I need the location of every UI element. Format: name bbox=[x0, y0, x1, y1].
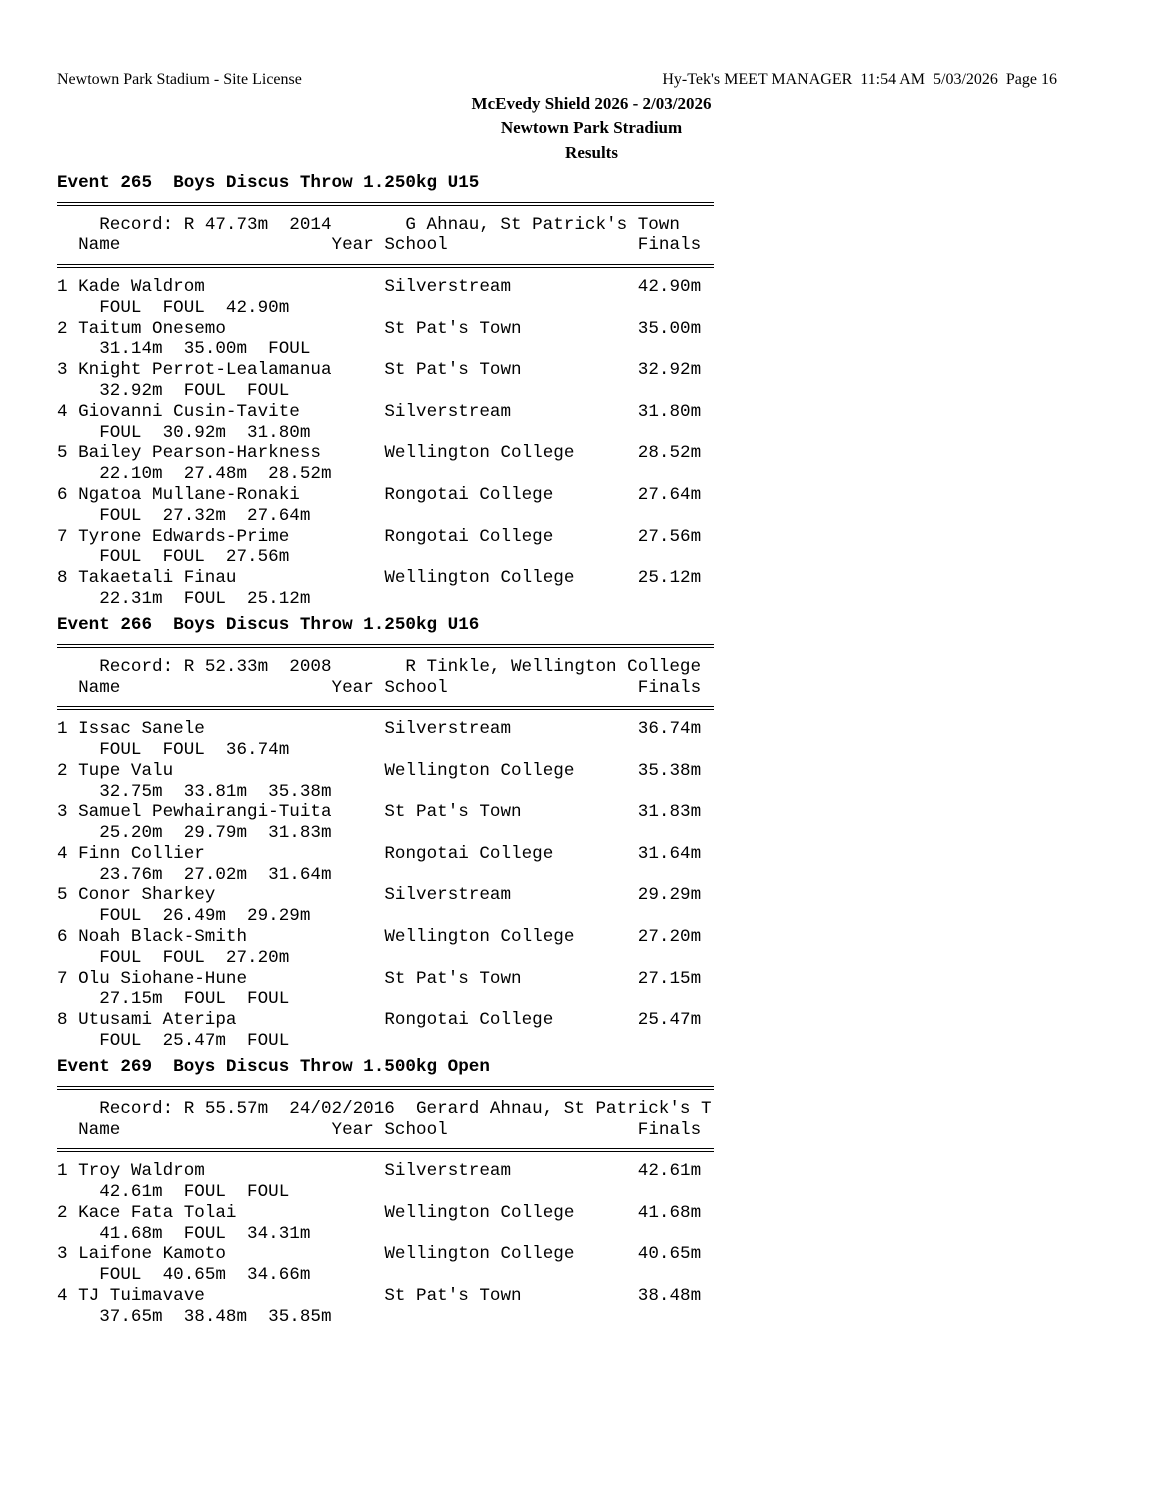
school: Rongotai College bbox=[384, 1010, 554, 1031]
attempts: FOUL FOUL 27.56m bbox=[99, 547, 290, 568]
result-row bbox=[57, 443, 714, 464]
attempts-row bbox=[57, 740, 714, 761]
result-row bbox=[57, 360, 714, 381]
attempts-row bbox=[57, 1182, 714, 1203]
school: Wellington College bbox=[384, 1244, 575, 1265]
attempts-row bbox=[57, 298, 714, 319]
result-row bbox=[57, 719, 714, 740]
place: 7 bbox=[57, 968, 68, 989]
final-mark: 29.29m bbox=[637, 885, 702, 906]
double-rule bbox=[57, 194, 714, 215]
column-name-label: Name bbox=[78, 1119, 121, 1140]
venue-title: Newtown Park Stradium bbox=[500, 118, 683, 137]
result-row bbox=[57, 761, 714, 782]
attempts: FOUL FOUL 27.20m bbox=[99, 947, 290, 968]
athlete-name: Tyrone Edwards-Prime bbox=[78, 526, 290, 547]
final-mark: 42.61m bbox=[637, 1161, 702, 1182]
attempts-row bbox=[57, 782, 714, 803]
result-row bbox=[57, 1203, 714, 1224]
place: 3 bbox=[57, 1244, 68, 1265]
attempts-row bbox=[57, 1265, 714, 1286]
place: 4 bbox=[57, 843, 68, 864]
place: 4 bbox=[57, 1286, 68, 1307]
athlete-name: Ngatoa Mullane-Ronaki bbox=[78, 484, 300, 505]
school: Rongotai College bbox=[384, 526, 554, 547]
place: 8 bbox=[57, 1010, 68, 1031]
place: 4 bbox=[57, 401, 68, 422]
result-row bbox=[57, 277, 714, 298]
attempts: FOUL 40.65m 34.66m bbox=[99, 1265, 311, 1286]
athlete-name: Utusami Ateripa bbox=[78, 1010, 237, 1031]
athlete-name: Troy Waldrom bbox=[78, 1161, 205, 1182]
column-header bbox=[57, 235, 714, 256]
place: 2 bbox=[57, 760, 68, 781]
final-mark: 27.15m bbox=[637, 968, 702, 989]
attempts: FOUL 30.92m 31.80m bbox=[99, 422, 311, 443]
athlete-name: Giovanni Cusin-Tavite bbox=[78, 401, 300, 422]
double-rule bbox=[57, 256, 714, 277]
result-row bbox=[57, 1161, 714, 1182]
place: 5 bbox=[57, 885, 68, 906]
record-text: Record: R 55.57m 24/02/2016 Gerard Ahnau, St Patrick's T bbox=[99, 1098, 712, 1119]
attempts: FOUL 26.49m 29.29m bbox=[99, 906, 311, 927]
attempts-row bbox=[57, 1031, 714, 1052]
school: Wellington College bbox=[384, 1202, 575, 1223]
record-line bbox=[57, 215, 714, 236]
attempts: FOUL FOUL 42.90m bbox=[99, 297, 290, 318]
school: St Pat's Town bbox=[384, 360, 522, 381]
school: St Pat's Town bbox=[384, 802, 522, 823]
double-rule bbox=[57, 1140, 714, 1161]
meet-title: McEvedy Shield 2026 - 2/03/2026 bbox=[471, 94, 712, 113]
final-mark: 31.83m bbox=[637, 802, 702, 823]
event-block bbox=[57, 173, 714, 615]
result-row bbox=[57, 927, 714, 948]
athlete-name: Bailey Pearson-Harkness bbox=[78, 443, 321, 464]
final-mark: 31.64m bbox=[637, 843, 702, 864]
event-block bbox=[57, 1057, 714, 1333]
school: St Pat's Town bbox=[384, 968, 522, 989]
attempts-row bbox=[57, 906, 714, 927]
attempts-row bbox=[57, 423, 714, 444]
school: St Pat's Town bbox=[384, 318, 522, 339]
attempts-row bbox=[57, 948, 714, 969]
athlete-name: Takaetali Finau bbox=[78, 568, 237, 589]
attempts: 27.15m FOUL FOUL bbox=[99, 989, 290, 1010]
attempts: 31.14m 35.00m FOUL bbox=[99, 339, 311, 360]
column-header bbox=[57, 678, 714, 699]
attempts: FOUL 27.32m 27.64m bbox=[99, 505, 311, 526]
school: Silverstream bbox=[384, 719, 512, 740]
final-mark: 38.48m bbox=[637, 1286, 702, 1307]
attempts: FOUL FOUL 36.74m bbox=[99, 739, 290, 760]
school: Rongotai College bbox=[384, 484, 554, 505]
final-mark: 35.00m bbox=[637, 318, 702, 339]
final-mark: 36.74m bbox=[637, 719, 702, 740]
event-title: Event 265 Boys Discus Throw 1.250kg U15 bbox=[57, 173, 480, 193]
school: Wellington College bbox=[384, 568, 575, 589]
attempts-row bbox=[57, 464, 714, 485]
column-name-label: Name bbox=[78, 235, 121, 256]
column-header bbox=[57, 1120, 714, 1141]
result-row bbox=[57, 969, 714, 990]
column-year-school-label: Year School bbox=[331, 677, 448, 698]
column-finals-label: Finals bbox=[637, 677, 702, 698]
event-title: Event 266 Boys Discus Throw 1.250kg U16 bbox=[57, 615, 480, 636]
result-row bbox=[57, 1286, 714, 1307]
final-mark: 28.52m bbox=[637, 443, 702, 464]
place: 6 bbox=[57, 484, 68, 505]
attempts-row bbox=[57, 865, 714, 886]
attempts-row bbox=[57, 589, 714, 610]
result-row bbox=[57, 527, 714, 548]
double-rule bbox=[57, 1078, 714, 1099]
column-year-school-label: Year School bbox=[331, 1119, 448, 1140]
final-mark: 27.56m bbox=[637, 526, 702, 547]
place: 5 bbox=[57, 443, 68, 464]
athlete-name: Tupe Valu bbox=[78, 760, 174, 781]
attempts: 23.76m 27.02m 31.64m bbox=[99, 864, 332, 885]
attempts-row bbox=[57, 823, 714, 844]
place: 8 bbox=[57, 568, 68, 589]
result-row bbox=[57, 568, 714, 589]
result-row bbox=[57, 844, 714, 865]
event-title: Event 269 Boys Discus Throw 1.500kg Open bbox=[57, 1057, 490, 1078]
final-mark: 31.80m bbox=[637, 401, 702, 422]
place: 1 bbox=[57, 719, 68, 740]
athlete-name: Kade Waldrom bbox=[78, 276, 205, 297]
athlete-name: Kace Fata Tolai bbox=[78, 1202, 237, 1223]
attempts-row bbox=[57, 1224, 714, 1245]
attempts: FOUL 25.47m FOUL bbox=[99, 1031, 290, 1052]
final-mark: 25.47m bbox=[637, 1010, 702, 1031]
place: 3 bbox=[57, 360, 68, 381]
result-row bbox=[57, 802, 714, 823]
results-content bbox=[57, 173, 714, 1333]
site-license-header: Newtown Park Stadium - Site License bbox=[57, 71, 302, 88]
athlete-name: Conor Sharkey bbox=[78, 885, 216, 906]
final-mark: 27.20m bbox=[637, 927, 702, 948]
column-name-label: Name bbox=[78, 677, 121, 698]
attempts: 22.31m FOUL 25.12m bbox=[99, 588, 311, 609]
school: Wellington College bbox=[384, 760, 575, 781]
column-year-school-label: Year School bbox=[331, 235, 448, 256]
record-line bbox=[57, 1099, 714, 1120]
event-block bbox=[57, 615, 714, 1057]
result-row bbox=[57, 1010, 714, 1031]
athlete-name: Laifone Kamoto bbox=[78, 1244, 226, 1265]
athlete-name: Issac Sanele bbox=[78, 719, 205, 740]
result-row bbox=[57, 885, 714, 906]
place: 1 bbox=[57, 276, 68, 297]
attempts-row bbox=[57, 547, 714, 568]
athlete-name: Samuel Pewhairangi-Tuita bbox=[78, 802, 332, 823]
column-finals-label: Finals bbox=[637, 235, 702, 256]
place: 2 bbox=[57, 318, 68, 339]
final-mark: 40.65m bbox=[637, 1244, 702, 1265]
final-mark: 25.12m bbox=[637, 568, 702, 589]
attempts-row bbox=[57, 989, 714, 1010]
athlete-name: Olu Siohane-Hune bbox=[78, 968, 248, 989]
record-line bbox=[57, 657, 714, 678]
final-mark: 27.64m bbox=[637, 484, 702, 505]
record-text: Record: R 47.73m 2014 G Ahnau, St Patrick's Town bbox=[99, 214, 680, 235]
attempts-row bbox=[57, 506, 714, 527]
school: Silverstream bbox=[384, 1161, 512, 1182]
attempts: 42.61m FOUL FOUL bbox=[99, 1182, 290, 1203]
place: 2 bbox=[57, 1202, 68, 1223]
place: 6 bbox=[57, 927, 68, 948]
final-mark: 41.68m bbox=[637, 1202, 702, 1223]
result-row bbox=[57, 485, 714, 506]
results-title: Results bbox=[565, 143, 618, 162]
athlete-name: Noah Black-Smith bbox=[78, 927, 248, 948]
result-row bbox=[57, 402, 714, 423]
final-mark: 42.90m bbox=[637, 276, 702, 297]
attempts: 41.68m FOUL 34.31m bbox=[99, 1223, 311, 1244]
final-mark: 35.38m bbox=[637, 760, 702, 781]
school: Silverstream bbox=[384, 401, 512, 422]
school: Rongotai College bbox=[384, 843, 554, 864]
attempts-row bbox=[57, 1307, 714, 1328]
athlete-name: Knight Perrot-Lealamanua bbox=[78, 360, 332, 381]
double-rule bbox=[57, 698, 714, 719]
attempts-row bbox=[57, 339, 714, 360]
athlete-name: Taitum Onesemo bbox=[78, 318, 226, 339]
double-rule bbox=[57, 636, 714, 657]
place: 3 bbox=[57, 802, 68, 823]
attempts: 37.65m 38.48m 35.85m bbox=[99, 1306, 332, 1327]
place: 1 bbox=[57, 1161, 68, 1182]
attempts-row bbox=[57, 381, 714, 402]
attempts: 32.92m FOUL FOUL bbox=[99, 380, 290, 401]
school: Wellington College bbox=[384, 927, 575, 948]
attempts: 22.10m 27.48m 28.52m bbox=[99, 464, 332, 485]
school: Silverstream bbox=[384, 885, 512, 906]
attempts: 32.75m 33.81m 35.38m bbox=[99, 781, 332, 802]
record-text: Record: R 52.33m 2008 R Tinkle, Wellington College bbox=[99, 656, 702, 677]
result-row bbox=[57, 1244, 714, 1265]
school: St Pat's Town bbox=[384, 1286, 522, 1307]
athlete-name: TJ Tuimavave bbox=[78, 1286, 205, 1307]
result-row bbox=[57, 319, 714, 340]
final-mark: 32.92m bbox=[637, 360, 702, 381]
school: Silverstream bbox=[384, 276, 512, 297]
meet-manager-header: Hy-Tek's MEET MANAGER 11:54 AM 5/03/2026 Page 16 bbox=[662, 71, 1057, 88]
attempts: 25.20m 29.79m 31.83m bbox=[99, 823, 332, 844]
school: Wellington College bbox=[384, 443, 575, 464]
column-finals-label: Finals bbox=[637, 1119, 702, 1140]
place: 7 bbox=[57, 526, 68, 547]
athlete-name: Finn Collier bbox=[78, 843, 205, 864]
